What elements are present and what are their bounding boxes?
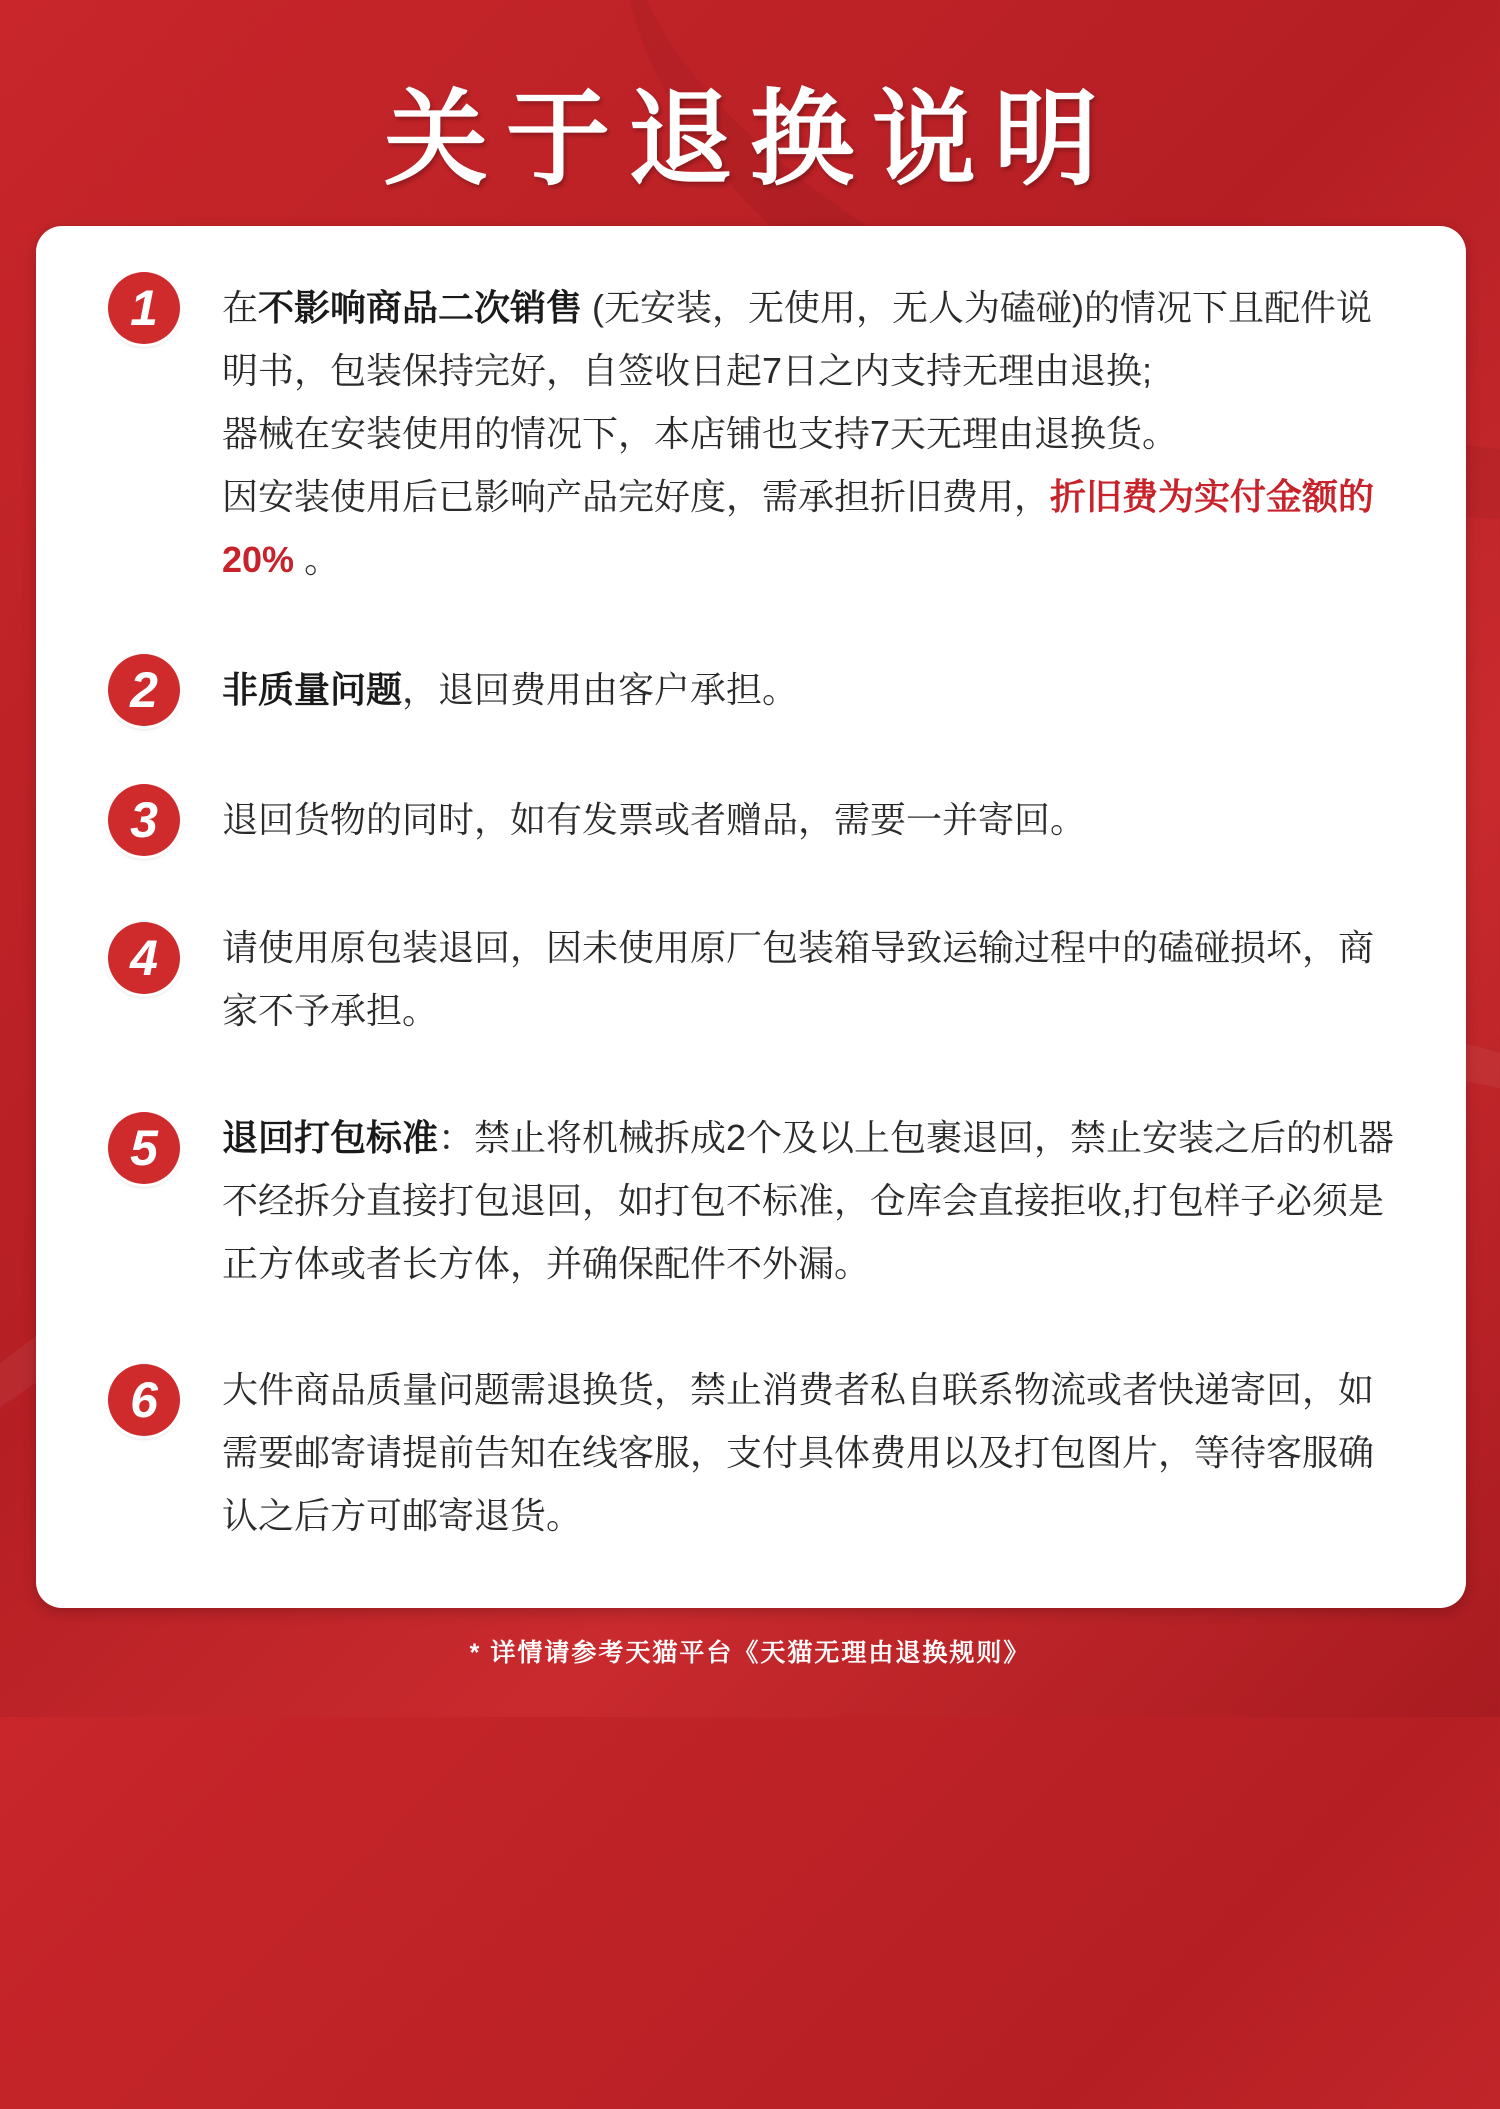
- number-badge-3: 3: [108, 784, 180, 856]
- depreciation-highlight: 折旧费为实付金额的20%: [222, 476, 1375, 580]
- policy-text-segment: (无安装，无使用，无人为磕碰)的情况下且配件说明书，包装保持完好，自签收日起7日之内支持无理由退换;: [222, 287, 1373, 391]
- policy-text-2: [222, 658, 1402, 721]
- number-badge-4: 4: [108, 922, 180, 994]
- number-badge-6: 6: [108, 1364, 180, 1436]
- policy-text-line: 因安装使用后已影响产品完好度，需承担折旧费用，: [222, 476, 1051, 517]
- page-title: 关于退换说明: [383, 82, 1116, 198]
- policy-text-3: 退回货物的同时，如有发票或者赠品，需要一并寄回。: [222, 799, 1087, 840]
- policy-text-emphasis: 非质量问题: [222, 669, 403, 710]
- policy-text-emphasis: 退回打包标准: [222, 1117, 439, 1158]
- policy-text-segment: 。: [294, 539, 341, 580]
- policy-text-1: [222, 276, 1402, 591]
- policy-text-segment: ：禁止将机械拆成2个及以上包裹退回，禁止安装之后的机器不经拆分直接打包退回，如打包不标准，仓库会直接拒收,打包样子必须是正方体或者长方体，并确保配件不外漏。: [222, 1117, 1395, 1284]
- policy-text-6: 大件商品质量问题需退换货，禁止消费者私自联系物流或者快递寄回，如需要邮寄请提前告知在线客服，支付具体费用以及打包图片，等待客服确认之后方可邮寄退货。: [222, 1369, 1375, 1536]
- policy-text-emphasis: 不影响商品二次销售: [258, 287, 583, 328]
- number-badge-5: 5: [108, 1112, 180, 1184]
- policy-card: [36, 226, 1466, 1608]
- policy-text-5: [222, 1106, 1402, 1295]
- policy-text-4: 请使用原包装退回，因未使用原厂包装箱导致运输过程中的磕碰损坏，商家不予承担。: [222, 927, 1375, 1031]
- policy-text-segment: 在: [222, 287, 259, 328]
- policy-text-line: 器械在安装使用的情况下，本店铺也支持7天无理由退换货。: [222, 413, 1179, 454]
- footer-note: * 详情请参考天猫平台《天猫无理由退换规则》: [469, 1639, 1031, 1667]
- number-badge-2: 2: [108, 654, 180, 726]
- policy-text-segment: ，退回费用由客户承担。: [402, 669, 799, 710]
- number-badge-1: 1: [108, 272, 180, 344]
